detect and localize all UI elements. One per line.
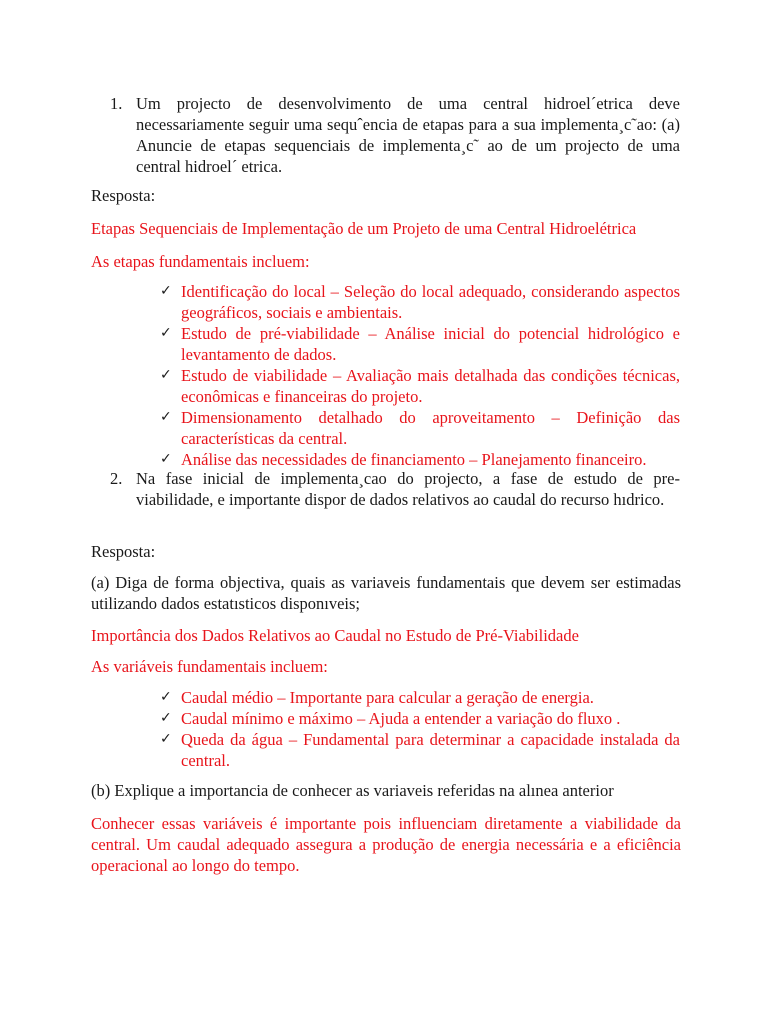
list-item xyxy=(160,687,680,708)
question-2a-text: (a) Diga de forma objectiva, quais as variaveis fundamentais que devem ser estimadas utilizando dados estatısticos disponıveis; xyxy=(91,573,681,613)
list-item xyxy=(160,449,680,470)
section-1-intro: As etapas fundamentais incluem: xyxy=(91,252,310,271)
list-item xyxy=(160,323,680,365)
list-item xyxy=(160,729,680,771)
question-1 xyxy=(110,93,680,177)
list-item-text: Estudo de pré-viabilidade – Análise inicial do potencial hidrológico e levantamento de dados. xyxy=(181,324,680,364)
check-icon: ✓ xyxy=(160,325,172,341)
list-item-text: Estudo de viabilidade – Avaliação mais detalhada das condições técnicas, econômicas e financeiras do projeto. xyxy=(181,366,680,406)
section-2-list xyxy=(160,687,680,771)
list-item xyxy=(160,708,680,729)
check-icon: ✓ xyxy=(160,451,172,467)
list-item-text: Análise das necessidades de financiamento – Planejamento financeiro. xyxy=(181,450,647,469)
list-item xyxy=(160,281,680,323)
answer-2b-text: Conhecer essas variáveis é importante pois influenciam diretamente a viabilidade da central. Um caudal adequado assegura a produção de energia necessária e a eficiência operacional ao longo do tempo. xyxy=(91,814,681,875)
list-item-text: Caudal médio – Importante para calcular a geração de energia. xyxy=(181,688,594,707)
question-1-text: Um projecto de desenvolvimento de uma central hidroel´etrica deve necessariamente seguir uma sequˆencia de etapas para a sua implementa¸c˜ao: (a) Anuncie de etapas sequenciais de implementa¸c˜ ao de um projecto de uma central hidroel´ etrica. xyxy=(136,94,680,176)
question-2-number: 2. xyxy=(110,469,123,488)
list-item xyxy=(160,365,680,407)
check-icon: ✓ xyxy=(160,367,172,383)
question-2 xyxy=(110,468,680,510)
question-1-number: 1. xyxy=(110,94,123,113)
section-1-title: Etapas Sequenciais de Implementação de um Projeto de uma Central Hidroelétrica xyxy=(91,219,637,238)
list-item-text: Dimensionamento detalhado do aproveitamento – Definição das características da central. xyxy=(181,408,680,448)
question-2-text: Na fase inicial de implementa¸cao do projecto, a fase de estudo de pre-viabilidade, e importante dispor de dados relativos ao caudal do recurso hıdrico. xyxy=(136,469,680,509)
check-icon: ✓ xyxy=(160,283,172,299)
check-icon: ✓ xyxy=(160,409,172,425)
list-item xyxy=(160,407,680,449)
section-1-list xyxy=(160,281,680,470)
check-icon: ✓ xyxy=(160,710,172,726)
check-icon: ✓ xyxy=(160,689,172,705)
resposta-2-label: Resposta: xyxy=(91,542,156,561)
list-item-text: Caudal mínimo e máximo – Ajuda a entender a variação do fluxo . xyxy=(181,709,621,728)
section-2-title: Importância dos Dados Relativos ao Caudal no Estudo de Pré-Viabilidade xyxy=(91,626,579,645)
section-2-intro: As variáveis fundamentais incluem: xyxy=(91,657,328,676)
question-2b-text: (b) Explique a importancia de conhecer as variaveis referidas na alınea anterior xyxy=(91,781,614,800)
list-item-text: Identificação do local – Seleção do local adequado, considerando aspectos geográficos, sociais e ambientais. xyxy=(181,282,680,322)
check-icon: ✓ xyxy=(160,731,172,747)
resposta-1-label: Resposta: xyxy=(91,186,156,205)
list-item-text: Queda da água – Fundamental para determinar a capacidade instalada da central. xyxy=(181,730,680,770)
